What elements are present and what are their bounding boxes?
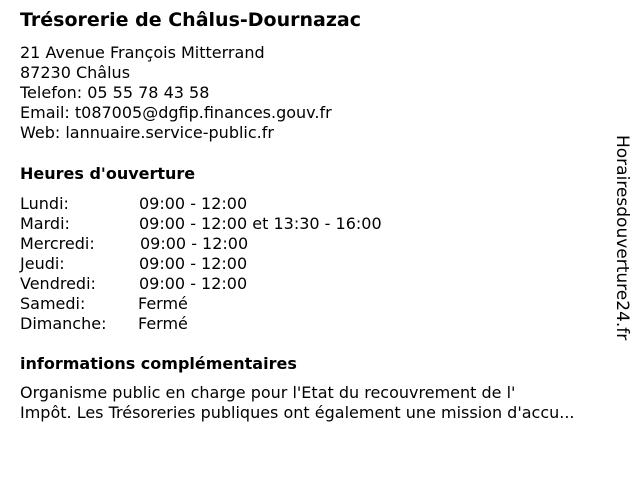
hours-value: Fermé bbox=[138, 294, 188, 313]
info-line: Impôt. Les Trésoreries publiques ont également une mission d'accu... bbox=[20, 403, 575, 422]
day-label: Jeudi: bbox=[20, 254, 65, 273]
opening-hours-heading: Heures d'ouverture bbox=[20, 164, 196, 183]
hours-value: 09:00 - 12:00 bbox=[139, 274, 248, 293]
address-block bbox=[20, 43, 332, 143]
hours-value: Fermé bbox=[138, 314, 188, 333]
info-line: Organisme public en charge pour l'Etat du recouvrement de l' bbox=[20, 383, 516, 402]
postal-city: 87230 Châlus bbox=[20, 63, 131, 82]
hours-value: 09:00 - 12:00 bbox=[140, 234, 249, 253]
day-label: Vendredi: bbox=[20, 274, 96, 293]
hours-value: 09:00 - 12:00 bbox=[139, 254, 248, 273]
hours-value: 09:00 - 12:00 et 13:30 - 16:00 bbox=[139, 214, 382, 233]
day-label: Mardi: bbox=[20, 214, 70, 233]
day-label: Mercredi: bbox=[20, 234, 95, 253]
day-label: Lundi: bbox=[20, 194, 69, 213]
page-title: Trésorerie de Châlus-Dournazac bbox=[20, 9, 361, 31]
day-label: Dimanche: bbox=[20, 314, 107, 333]
additional-info-text bbox=[20, 383, 630, 423]
day-label: Samedi: bbox=[20, 294, 86, 313]
hours-value: 09:00 - 12:00 bbox=[139, 194, 248, 213]
site-watermark: Horairesdouverture24.fr bbox=[612, 135, 632, 341]
phone-line: Telefon: 05 55 78 43 58 bbox=[20, 83, 210, 102]
email-line: Email: t087005@dgfip.finances.gouv.fr bbox=[20, 103, 332, 122]
website-line: Web: lannuaire.service-public.fr bbox=[20, 123, 274, 142]
additional-info-heading: informations complémentaires bbox=[20, 354, 297, 373]
street-address: 21 Avenue François Mitterrand bbox=[20, 43, 265, 62]
